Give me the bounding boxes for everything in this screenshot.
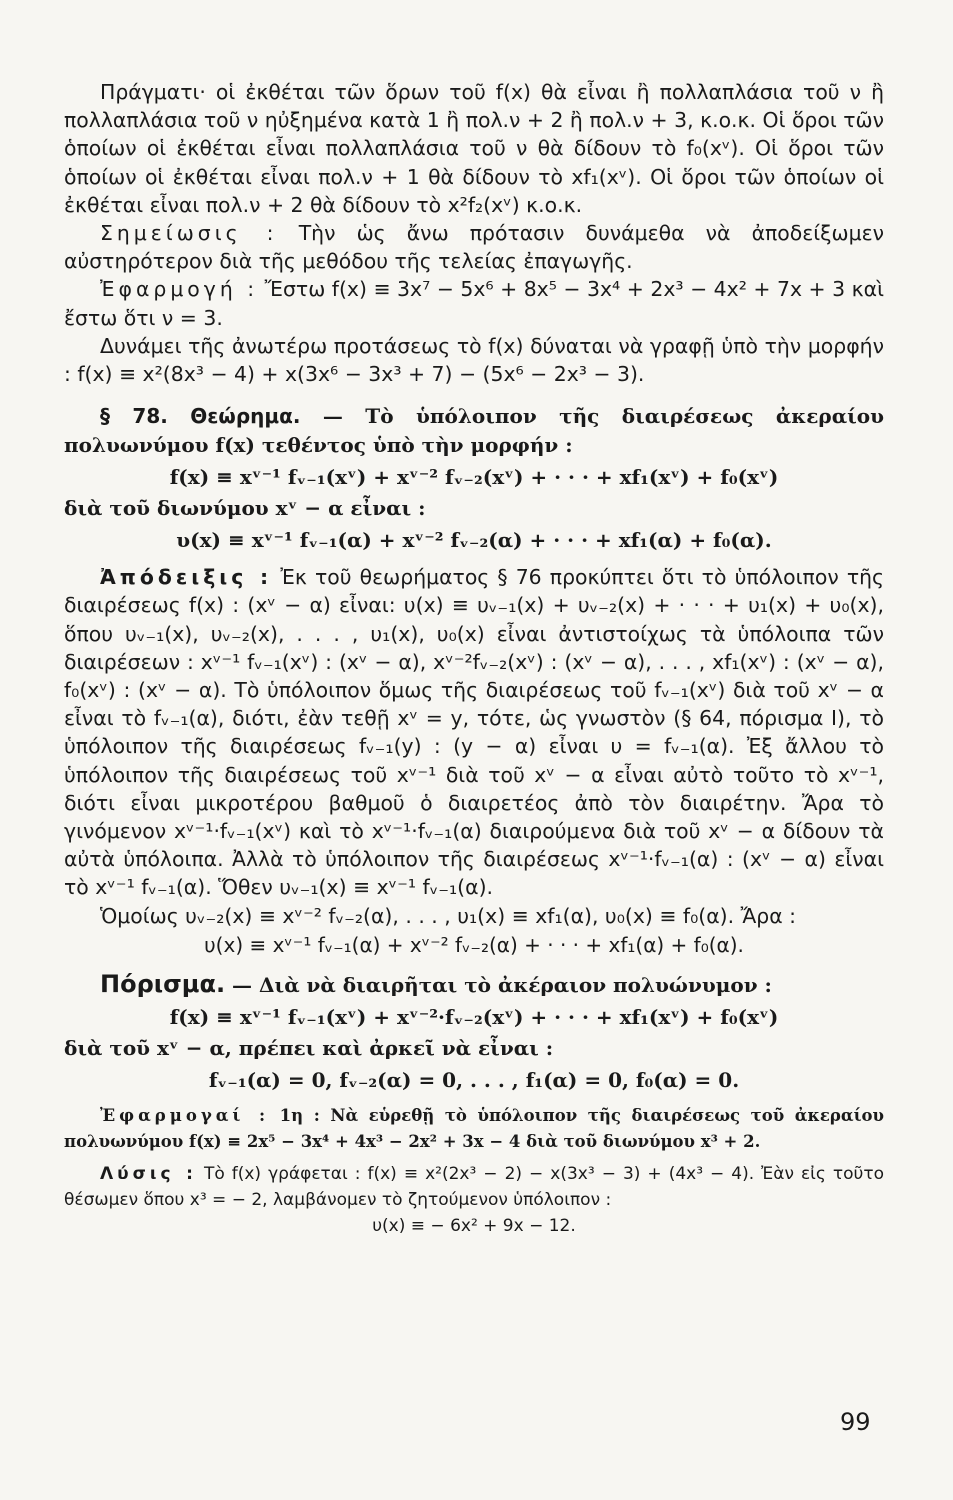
paragraph-intro: Πράγματι· οἱ ἐκθέται τῶν ὅρων τοῦ f(x) θὰ εἶναι ἢ πολλαπλάσια τοῦ ν ἢ πολλαπλάσια τοῦ ν ηὐξημένα κατὰ 1 ἢ πολ.ν + 2 ἢ πολ.ν + 3, κ.ο.κ. Οἱ ὅροι τῶν ὁποίων οἱ ἐκθέται εἶναι πολλαπλάσια τοῦ ν θὰ δίδουν τὸ f₀(xᵛ). Οἱ ὅροι τῶν ὁποίων οἱ ἐκθέται εἶναι πολ.ν + 1 θὰ δίδουν τὸ xf₁(xᵛ). Οἱ ὅροι τῶν ὁποίων οἱ ἐκθέται εἶναι πολ.ν + 2 θὰ δίδουν τὸ x²f₂(xᵛ) κ.ο.κ. [64,80,884,217]
remark-text: Τὴν ὡς ἄνω πρότασιν δυνάμεθα νὰ ἀποδείξωμεν αὐστηρότερον διὰ τῆς μεθόδου τῆς τελείας ἐπαγωγῆς. [64,221,885,274]
equation-2: υ(x) ≡ xᵛ⁻¹ fᵥ₋₁(α) + xᵛ⁻² fᵥ₋₂(α) + · · · + xf₁(α) + f₀(α). [176,528,772,553]
theorem-title: § 78. Θεώρημα. [100,404,301,429]
corollary-title: Πόρισμα. [100,969,226,998]
remark-label: Σημείωσις : [100,221,278,246]
page-number: 99 [840,1408,871,1436]
equation-1: f(x) ≡ xᵛ⁻¹ fᵥ₋₁(xᵛ) + xᵛ⁻² fᵥ₋₂(xᵛ) + · · · + xf₁(xᵛ) + f₀(xᵛ) [169,465,779,490]
application-text: Ἔστω f(x) ≡ 3x⁷ − 5x⁶ + 8x⁵ − 3x⁴ + 2x³ − 4x² + 7x + 3 καὶ ἔστω ὅτι ν = 3. [64,277,884,330]
document-page [64,78,884,1239]
proof-text: Ἐκ τοῦ θεωρήματος § 76 προκύπτει ὅτι τὸ ὑπόλοιπον τῆς διαιρέσεως f(x) : (xᵛ − α) εἶναι: υ(x) ≡ υᵥ₋₁(x) + υᵥ₋₂(x) + · · · + υ₁(x) + υ₀(x), ὅπου υᵥ₋₁(x), υᵥ₋₂(x), . . . , υ₁(x), υ₀(x) εἶναι ἀντιστοίχως τὰ ὑπόλοιπα τῶν διαιρέσεων : xᵛ⁻¹ fᵥ₋₁(xᵛ) : (xᵛ − α), xᵛ⁻²fᵥ₋₂(xᵛ) : (xᵛ − α), . . . , xf₁(xᵛ) : (xᵛ − α), f₀(xᵛ) : (xᵛ − α). Τὸ ὑπόλοιπον ὅμως τῆς διαιρέσεως τοῦ fᵥ₋₁(xᵛ) διὰ τοῦ xᵛ − α εἶναι τὸ fᵥ₋₁(α), διότι, ἐὰν τεθῇ xᵛ = y, τότε, ὡς γνωστὸν (§ 64, πόρισμα I), τὸ ὑπόλοιπον τῆς διαιρέσεως fᵥ₋₁(y) : (y − α) εἶναι υ = fᵥ₋₁(α). Ἐξ ἄλλου τὸ ὑπόλοιπον τῆς διαιρέσεως τοῦ xᵛ⁻¹ διὰ τοῦ xᵛ − α εἶναι αὐτὸ τοῦτο τὸ xᵛ⁻¹, διότι εἶναι μικροτέρου βαθμοῦ ὁ διαιρετέος ἀπὸ τὸν διαιρέτην. Ἄρα τὸ γινόμενον xᵛ⁻¹·fᵥ₋₁(xᵛ) καὶ τὸ xᵛ⁻¹·fᵥ₋₁(α) διαιρούμενα διὰ τοῦ xᵛ − α δίδουν τὰ αὐτὰ ὑπόλοιπα. Ἀλλὰ τὸ ὑπόλοιπον τῆς διαιρέσεως xᵛ⁻¹·fᵥ₋₁(α) : (xᵛ − α) εἶναι τὸ xᵛ⁻¹ fᵥ₋₁(α). Ὅθεν υᵥ₋₁(x) ≡ xᵛ⁻¹ fᵥ₋₁(α). [64,565,885,900]
paragraph-proof-end: Ὁμοίως υᵥ₋₂(x) ≡ xᵛ⁻² fᵥ₋₂(α), . . . , υ₁(x) ≡ xf₁(α), υ₀(x) ≡ f₀(α). Ἄρα : [100,903,797,928]
theorem-mid: διὰ τοῦ διωνύμου xᵛ − α εἶναι : [64,496,426,521]
applications [64,1103,884,1155]
theorem-78 [64,402,884,460]
applications-text: 1η : Νὰ εὑρεθῇ τὸ ὑπόλοιπον τῆς διαιρέσεως τοῦ ἀκεραίου πολυωνύμου f(x) ≡ 2x⁵ − 3x⁴ + 4x³ − 2x² + 3x − 4 διὰ τοῦ διωνύμου x³ + 2. [64,1105,885,1151]
solution-text: Τὸ f(x) γράφεται : f(x) ≡ x²(2x³ − 2) − x(3x³ − 3) + (4x³ − 4). Ἐὰν εἰς τοῦτο θέσωμεν ὅπου x³ = − 2, λαμβάνομεν τὸ ζητούμενον ὑπόλοιπον : [64,1163,885,1210]
proof-label: Ἀπόδειξις : [100,565,273,590]
corollary-text: — Διὰ νὰ διαιρῆται τὸ ἀκέραιον πολυώνυμον : [232,972,772,997]
theorem-text: — Τὸ ὑπόλοιπον τῆς διαιρέσεως ἀκεραίου πολυωνύμου f(x) τεθέντος ὑπὸ τὴν μορφήν : [64,404,884,458]
corollary [64,970,884,1000]
equation-3: υ(x) ≡ xᵛ⁻¹ fᵥ₋₁(α) + xᵛ⁻² fᵥ₋₂(α) + · · · + xf₁(α) + f₀(α). [204,932,744,957]
application-label: Ἐφαρμογή : [100,277,259,302]
solution [64,1161,884,1213]
paragraph-proof [64,563,884,901]
solution-label: Λύσις : [100,1163,197,1184]
paragraph-remark [64,219,884,275]
corollary-mid: διὰ τοῦ xᵛ − α, πρέπει καὶ ἀρκεῖ νὰ εἶναι : [64,1035,554,1060]
applications-label: Ἐφαρμογαί : [100,1105,270,1125]
equation-5: fᵥ₋₁(α) = 0, fᵥ₋₂(α) = 0, . . . , f₁(α) = 0, f₀(α) = 0. [208,1067,740,1092]
paragraph-application [64,275,884,331]
equation-4: f(x) ≡ xᵛ⁻¹ fᵥ₋₁(xᵛ) + xᵛ⁻²·fᵥ₋₂(xᵛ) + · · · + xf₁(xᵛ) + f₀(xᵛ) [169,1004,779,1029]
equation-6: υ(x) ≡ − 6x² + 9x − 12. [372,1215,576,1236]
paragraph-rewrite: Δυνάμει τῆς ἀνωτέρω προτάσεως τὸ f(x) δύναται νὰ γραφῇ ὑπὸ τὴν μορφήν : f(x) ≡ x²(8x³ − 4) + x(3x⁶ − 3x³ + 7) − (5x⁶ − 2x³ − 3). [64,333,884,387]
